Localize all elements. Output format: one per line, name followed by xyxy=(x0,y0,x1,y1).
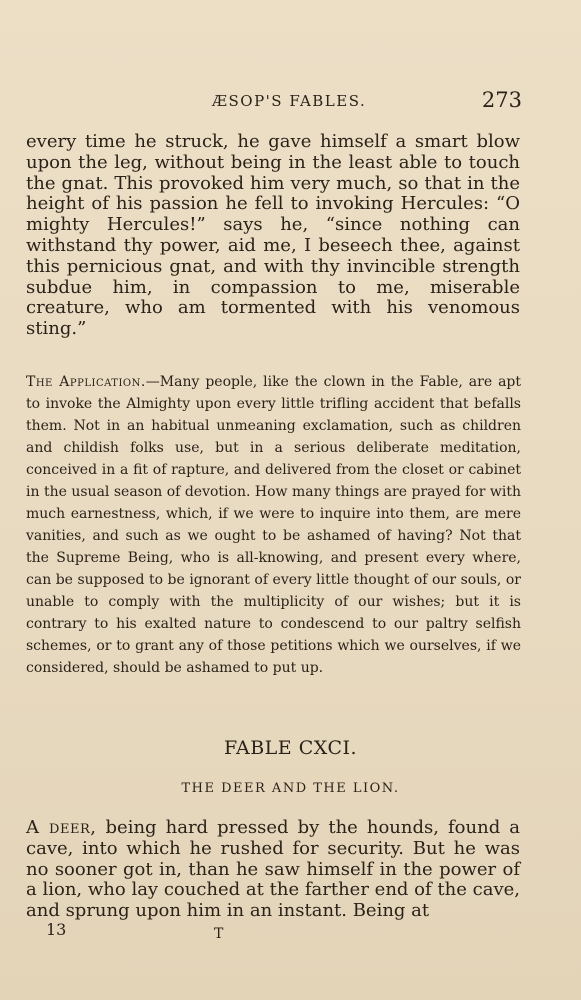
fable-title: FABLE CXCI. xyxy=(223,737,358,759)
page-header xyxy=(26,88,522,118)
fable-paragraph xyxy=(26,818,520,922)
application-text: —Many people, like the clown in the Fable, are apt to invoke the Almighty upon every little trifling accident that befalls them. Not in an habitual unmeaning exclamation, such as children and childish folks use, but in a serious deliberate meditation, conceived in a fit of rapture, and delivered from the closet or cabinet in the usual season of devotion. How many things are prayed for with much earnestness, which, if we were to inquire into them, are mere vanities, and such as we ought to be ashamed of having? Not that the Supreme Being, who is all-knowing, and present every where, can be supposed to be ignorant of every little thought of our souls, or unable to comply with the multiplicity of our wishes; but it is contrary to his exalted nature to condescend to our paltry selfish schemes, or to grant any of those petitions which we ourselves, if we considered, should be ashamed to put up. xyxy=(26,374,522,676)
page-footer xyxy=(46,920,346,944)
signature-number: 13 xyxy=(46,920,67,939)
fable-text: being hard pressed by the hounds, found a cave, into which he rushed for security. But he was no sooner got in, than he saw himself in the power of a lion, who lay couched at the farther end of the cave, and sprung upon him in an instant. Being at xyxy=(26,817,520,922)
signature-letter: T xyxy=(214,926,224,942)
fable-lead-words: A deer, xyxy=(26,817,97,838)
fable-subtitle: THE DEER AND THE LION. xyxy=(181,781,400,796)
fable-continuation-paragraph: every time he struck, he gave himself a smart blow upon the leg, without being in the least able to touch the gnat. This provoked him very much, so that in the height of his passion he fell to invoking Hercules: “O mighty Hercules!” says he, “since nothing can withstand thy power, aid me, I beseech thee, against this pernicious gnat, and with thy invincible strength subdue him, in compassion to me, miserable creature, who am tormented with his venomous sting.” xyxy=(26,131,520,340)
application-label: The Application. xyxy=(26,374,146,390)
running-head: ÆSOP'S FABLES. xyxy=(212,92,367,110)
page-number: 273 xyxy=(481,88,522,112)
application-paragraph xyxy=(26,371,521,679)
